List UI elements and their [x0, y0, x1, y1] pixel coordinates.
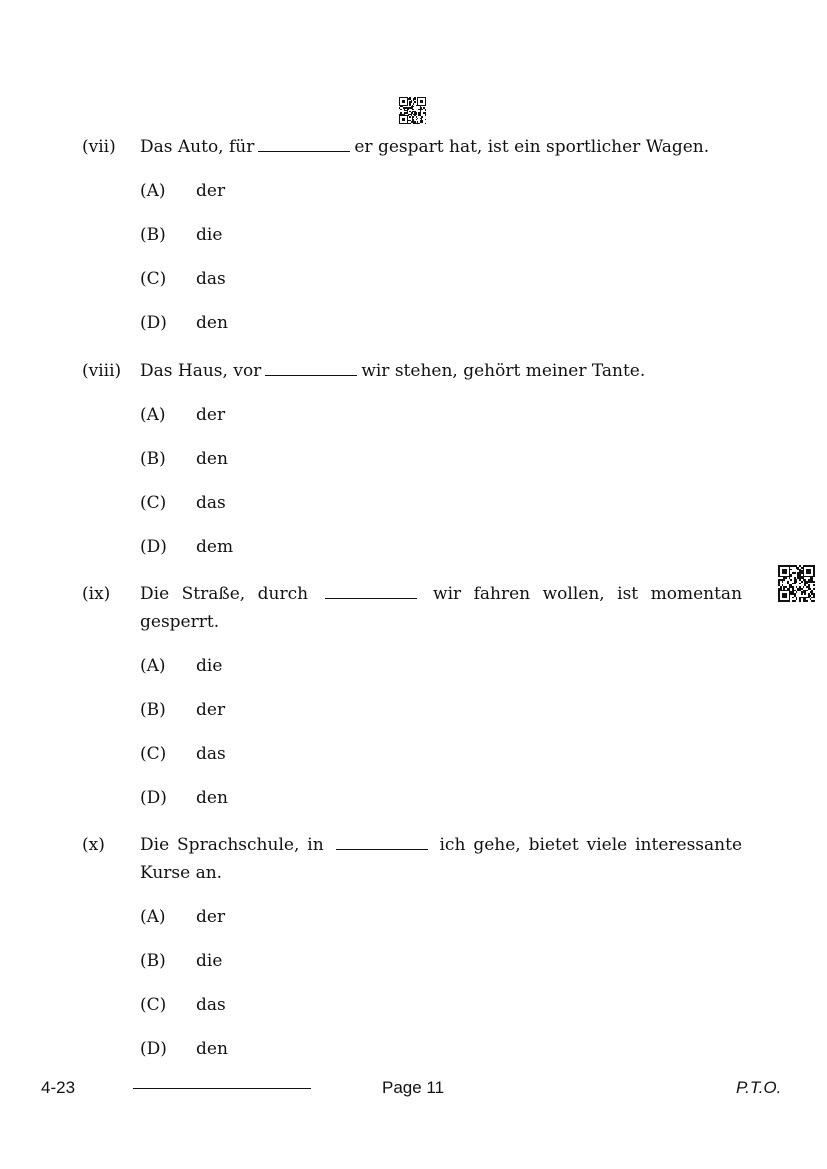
- option-text: der: [196, 405, 226, 425]
- option-label: (B): [140, 951, 166, 971]
- option-text: die: [196, 951, 223, 971]
- question-text: [140, 580, 742, 636]
- option-text: das: [196, 493, 226, 513]
- option-text: der: [196, 181, 226, 201]
- paper-code: 4-23: [41, 1078, 76, 1097]
- option-a: [140, 895, 742, 939]
- question-number: (ix): [82, 584, 111, 604]
- option-list: [140, 895, 742, 1071]
- option-label: (A): [140, 405, 166, 425]
- option-text: der: [196, 907, 226, 927]
- question-text-before: Die Straße, durch: [140, 584, 309, 604]
- qr-code-icon: [399, 97, 426, 124]
- question-text: [140, 133, 742, 161]
- option-list: [140, 169, 742, 345]
- option-text: den: [196, 1039, 228, 1059]
- option-c: [140, 732, 742, 776]
- footer-divider: [133, 1088, 311, 1089]
- question-x: [82, 831, 742, 1071]
- question-text-before: Die Sprachschule, in: [140, 835, 324, 855]
- question-text-before: Das Auto, für: [140, 137, 255, 157]
- option-a: [140, 644, 742, 688]
- option-d: [140, 525, 742, 569]
- question-ix: [82, 580, 742, 820]
- option-text: das: [196, 269, 226, 289]
- question-vii: [82, 133, 742, 345]
- question-text: [140, 831, 742, 887]
- option-label: (B): [140, 225, 166, 245]
- question-number: (x): [82, 835, 105, 855]
- option-c: [140, 983, 742, 1027]
- answer-blank: [265, 360, 357, 376]
- option-d: [140, 301, 742, 345]
- option-text: den: [196, 788, 228, 808]
- option-text: den: [196, 313, 228, 333]
- option-list: [140, 644, 742, 820]
- option-label: (C): [140, 995, 167, 1015]
- option-b: [140, 939, 742, 983]
- option-label: (C): [140, 269, 167, 289]
- answer-blank: [258, 136, 350, 152]
- page-number: Page 11: [382, 1078, 445, 1097]
- option-label: (D): [140, 1039, 167, 1059]
- question-text-after: er gespart hat, ist ein sportlicher Wagen.: [354, 137, 710, 157]
- answer-blank: [336, 834, 428, 850]
- option-c: [140, 481, 742, 525]
- option-label: (C): [140, 744, 167, 764]
- option-d: [140, 776, 742, 820]
- option-label: (C): [140, 493, 167, 513]
- option-label: (A): [140, 656, 166, 676]
- option-b: [140, 437, 742, 481]
- option-c: [140, 257, 742, 301]
- answer-blank: [325, 583, 417, 599]
- option-label: (A): [140, 907, 166, 927]
- question-text: [140, 357, 742, 385]
- question-number: (vii): [82, 137, 116, 157]
- option-a: [140, 169, 742, 213]
- option-text: der: [196, 700, 226, 720]
- question-text-after: wir fahren wollen, ist momentan gesperrt.: [140, 584, 743, 632]
- option-b: [140, 213, 742, 257]
- question-text-after: ich gehe, bietet viele interessante Kurse an.: [140, 835, 743, 883]
- question-viii: [82, 357, 742, 569]
- please-turn-over: P.T.O.: [736, 1078, 782, 1097]
- option-label: (D): [140, 788, 167, 808]
- option-a: [140, 393, 742, 437]
- option-text: den: [196, 449, 228, 469]
- option-label: (B): [140, 449, 166, 469]
- option-label: (D): [140, 537, 167, 557]
- qr-code-icon: [778, 565, 815, 602]
- option-text: die: [196, 225, 223, 245]
- option-label: (D): [140, 313, 167, 333]
- question-text-after: wir stehen, gehört meiner Tante.: [361, 361, 646, 381]
- option-text: das: [196, 744, 226, 764]
- option-b: [140, 688, 742, 732]
- option-text: dem: [196, 537, 234, 557]
- option-text: die: [196, 656, 223, 676]
- question-text-before: Das Haus, vor: [140, 361, 262, 381]
- option-list: [140, 393, 742, 569]
- question-number: (viii): [82, 361, 122, 381]
- option-label: (A): [140, 181, 166, 201]
- option-label: (B): [140, 700, 166, 720]
- page-footer: [0, 1076, 827, 1102]
- option-d: [140, 1027, 742, 1071]
- option-text: das: [196, 995, 226, 1015]
